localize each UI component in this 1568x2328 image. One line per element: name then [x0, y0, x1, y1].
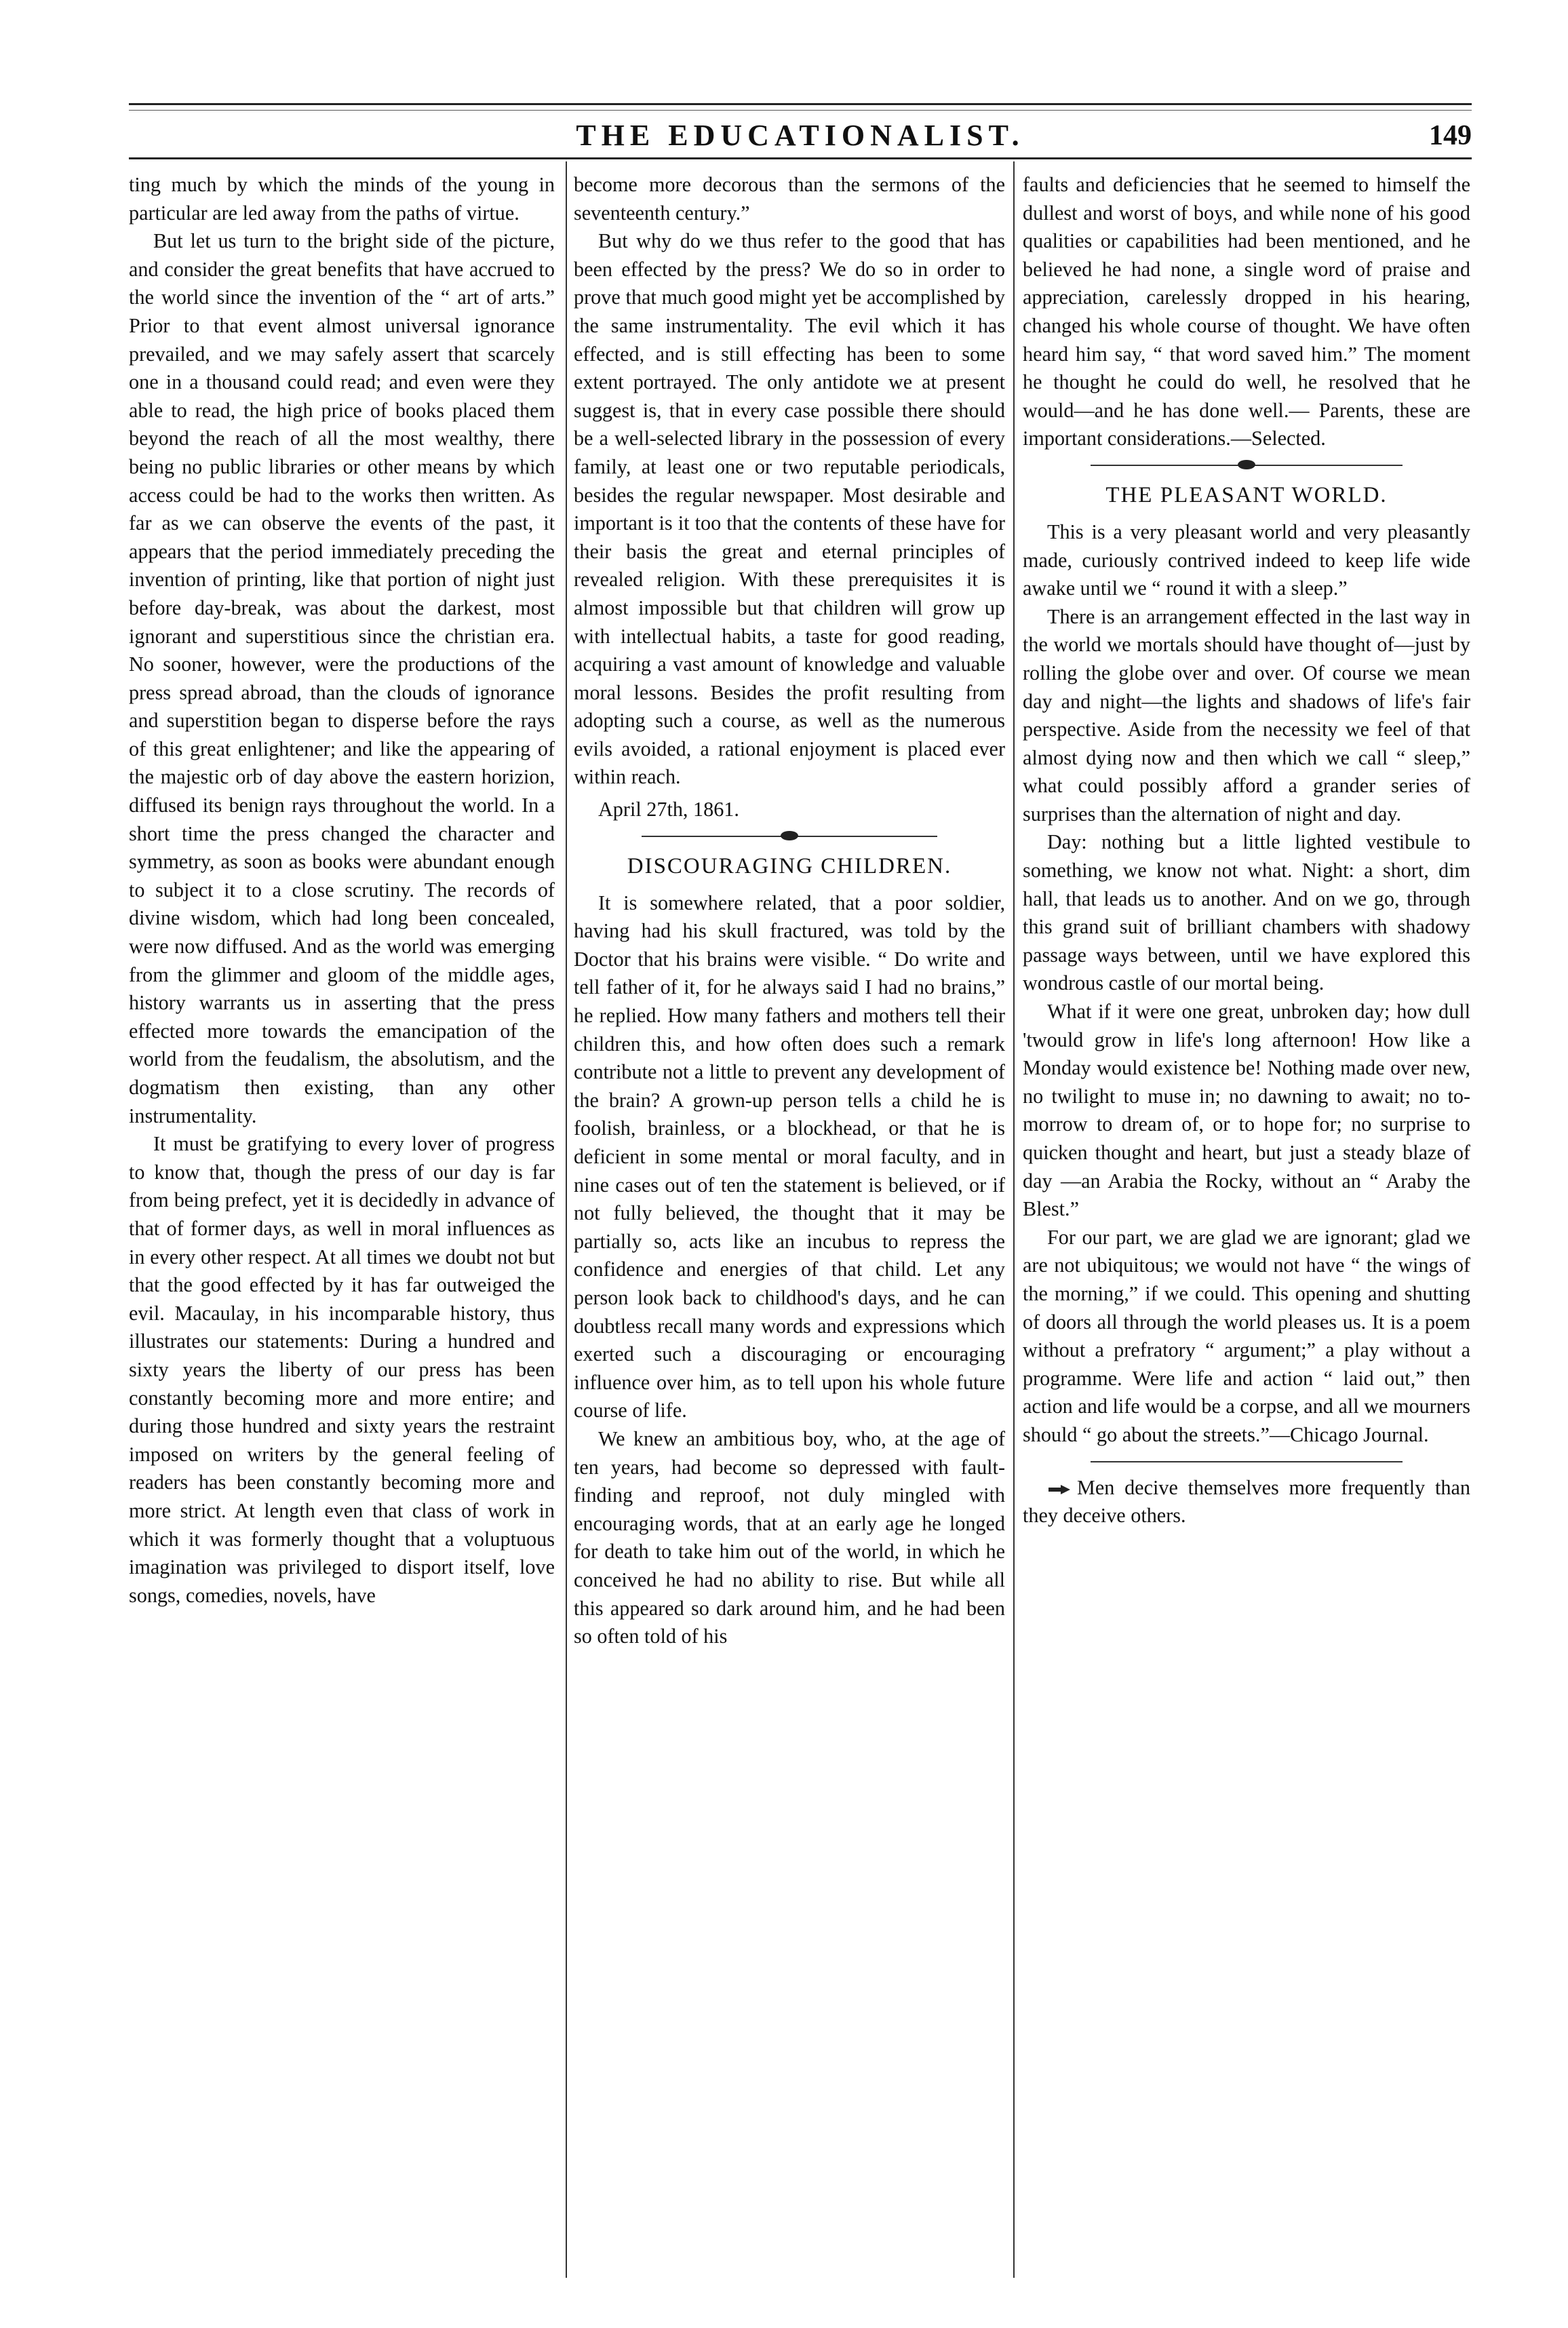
- column-divider-2: [1013, 161, 1015, 2278]
- page-header: [129, 115, 1472, 156]
- section-divider: [1023, 456, 1470, 475]
- divider-ornament: [781, 831, 798, 840]
- footnote-text: Men decive themselves more frequently than they deceive others.: [1023, 1475, 1470, 1528]
- divider-ornament: [1238, 460, 1255, 469]
- running-title: THE EDUCATIONALIST.: [576, 119, 1025, 152]
- page-number: 149: [1429, 120, 1472, 151]
- column-2: [574, 171, 1005, 1651]
- section-divider: [574, 827, 1005, 846]
- paragraph: become more decorous than the sermons of the seventeenth century.”: [574, 173, 1005, 225]
- article-heading: DISCOURAGING CHILDREN.: [627, 853, 952, 878]
- top-rule-thin: [129, 110, 1472, 111]
- paragraph: For our part, we are glad we are ignorant; glad we are not ubiquitous; we would not have “ the wings of the morning,” if we could. This opening and shutting of doors all through the world pleases us. It is a poem without a prefratory “ argument;” a play without a programme. Were life and action “ laid out,” then action and life would be a corpse, and all we mourners should “ go about the streets.”—Chicago Journal.: [1023, 1225, 1470, 1446]
- section-divider: [1023, 1452, 1470, 1471]
- column-divider-1: [566, 161, 567, 2278]
- paragraph: ting much by which the minds of the young in particular are led away from the paths of virtue.: [129, 173, 555, 225]
- column-3: [1023, 171, 1470, 1530]
- footnote: [1023, 1474, 1470, 1530]
- paragraph: It is somewhere related, that a poor soldier, having had his skull fractured, was told by the Doctor that his brains were visible. “ Do write and tell father of it, for he always said I had no brains,” he replied. How many fathers and mothers tell their children this, and how often does such a remark contribute not a little to prevent any development of the brain? A grown-up person tells a child he is foolish, brainless, or a blockhead, or that he is deficient in some mental or moral faculty, and in nine cases out of ten the statement is believed, or if not fully believed, the thought that it may be partially so, acts like an incubus to repress the confidence and energies of that child. Let any person look back to childhood's days, and he can doubtless recall many words and expressions which exerted such a discouraging or encouraging influence over him, as to tell upon his whole future course of life.: [574, 891, 1005, 1422]
- paragraph: There is an arrangement effected in the last way in the world we mortals should have thought of—just by rolling the globe over and over. Of course we mean day and night—the lights and shadows of life's fair perspective. Aside from the necessity we feel of that almost dying now and then which we call “ sleep,” what could possibly afford a grander series of surprises than the alternation of night and day.: [1023, 604, 1470, 826]
- paragraph: But let us turn to the bright side of the picture, and consider the great benefits that have accrued to the world since the invention of the “ art of arts.” Prior to that event almost universal ignorance prevailed, and we may safely assert that scarcely one in a thousand could read; and even were they able to read, the high price of books placed them beyond the reach of all the most wealthy, there being no public libraries or other means by which access could be had to the works then written. As far as we can observe the events of the past, it appears that the period immediately preceding the invention of printing, like that portion of night just before day-break, was about the darkest, most ignorant and superstitious since the christian era. No sooner, however, were the productions of the press spread abroad, than the clouds of ignorance and superstition began to disperse before the rays of this great enlightener; and like the appearing of the majestic orb of day above the eastern horizion, diffused its benign rays throughout the world. In a short time the press changed the character and symmetry, as soon as books were abundant enough to subject it to a close scrutiny. The records of divine wisdom, which had long been concealed, were now diffused. And as the world was emerging from the glimmer and gloom of the middle ages, history warrants us in asserting that the press effected more towards the emancipation of the world from the feudalism, the absolutism, and the dogmatism then existing, than any other instrumentality.: [129, 229, 555, 1127]
- paragraph: This is a very pleasant world and very pleasantly made, curiously contrived indeed to keep life wide awake until we “ round it with a sleep.”: [1023, 520, 1470, 600]
- dateline: April 27th, 1861.: [598, 798, 739, 821]
- top-rule: [129, 103, 1472, 105]
- column-1: [129, 171, 555, 1610]
- divider-line: [1091, 1461, 1403, 1462]
- paragraph: We knew an ambitious boy, who, at the age of ten years, had become so depressed with fault-finding and reproof, not duly mingled with encouraging words, that at an early age he longed for death to take him out of the world, in which he conceived he had no ability to rise. But while all this appeared so dark around him, and he had been so often told of his: [574, 1427, 1005, 1648]
- article-heading: THE PLEASANT WORLD.: [1105, 482, 1388, 507]
- header-rule: [129, 157, 1472, 159]
- paragraph: It must be gratifying to every lover of progress to know that, though the press of our day is far from being prefect, yet it is decidedly in advance of that of former days, as well in moral influences as in every other respect. At all times we doubt not but that the good effected by it has far outweiged the evil. Macaulay, in his incomparable history, thus illustrates our statements: During a hundred and sixty years the liberty of our press has been constantly becoming more and more entire; and during those hundred and sixty years the restraint imposed on writers by the general feeling of readers has been constantly becoming more and more strict. At length even that class of work in which it was formerly thought that a voluptuous imagination was privileged to disport itself, love songs, comedies, novels, have: [129, 1132, 555, 1607]
- pointing-hand-icon: [1047, 1482, 1073, 1497]
- paragraph: What if it were one great, unbroken day; how dull 'twould grow in life's long afternoon! How like a Monday would existence be! Nothing made over new, no twilight to muse in; no dawning to await; no to-morrow to dream of, or to hope for; no surprise to quicken thought and heart, but just a steady blaze of day —an Arabia the Rocky, without an “ Araby the Blest.”: [1023, 1000, 1470, 1221]
- paragraph: faults and deficiencies that he seemed to himself the dullest and worst of boys, and while none of his good qualities or capabilities had been mentioned, and he believed he had none, a single word of praise and appreciation, carelessly dropped in his hearing, changed his whole course of thought. We have often heard him say, “ that word saved him.” The moment he thought he could do well, he resolved that he would—and he has done well.— Parents, these are important considerations.—Selected.: [1023, 173, 1470, 450]
- paragraph: Day: nothing but a little lighted vestibule to something, we know not what. Night: a short, dim hall, that leads us to another. And on we go, through this grand suit of brilliant chambers with shadowy passage ways between, until we have explored this wondrous castle of our mortal being.: [1023, 830, 1470, 995]
- paragraph: But why do we thus refer to the good that has been effected by the press? We do so in order to prove that much good might yet be accomplished by the same instrumentality. The evil which it has effected, and is still effecting has been to some extent portrayed. The only antidote we at present suggest is, that in every case possible there should be a well-selected library in the possession of every family, at least one or two reputable periodicals, besides the regular newspaper. Most desirable and important is it too that the contents of these have for their basis the great and eternal principles of revealed religion. With these prerequisites it is almost impossible but that children will grow up with intellectual habits, a taste for good reading, acquiring a vast amount of knowledge and valuable moral lessons. Besides the profit resulting from adopting such a course, as well as the numerous evils avoided, a rational enjoyment is placed ever within reach.: [574, 229, 1005, 789]
